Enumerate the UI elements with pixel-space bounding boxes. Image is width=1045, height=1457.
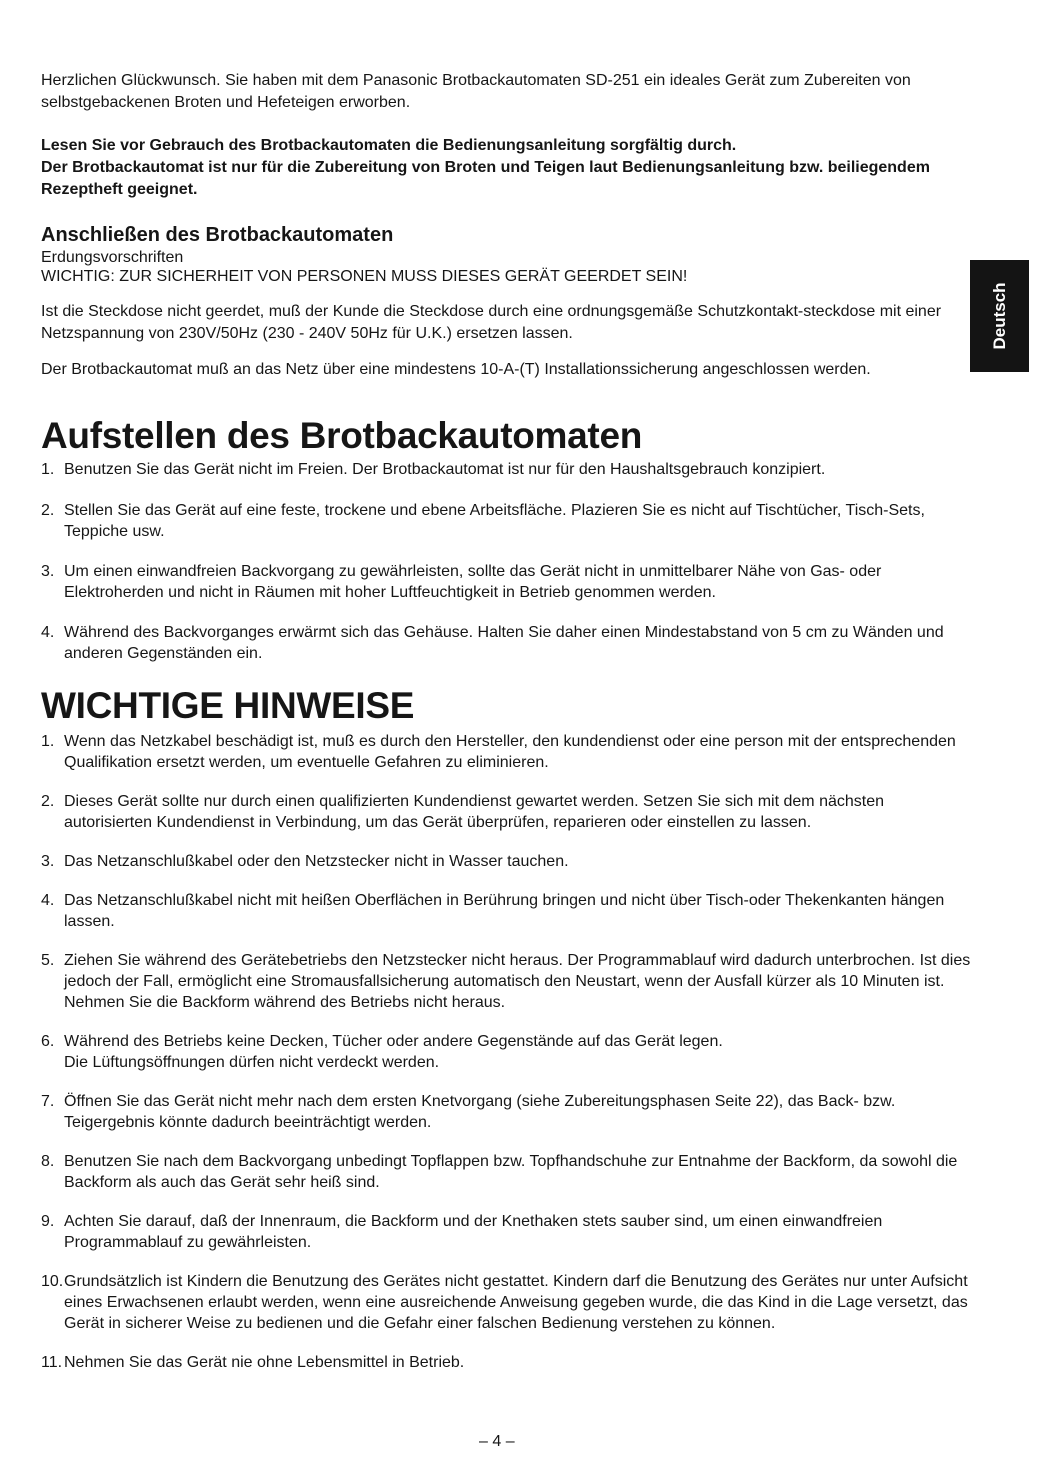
item-text: Während des Betriebs keine Decken, Tücher oder andere Gegenstände auf das Gerät legen.	[64, 1033, 723, 1050]
list-item	[41, 1211, 976, 1253]
language-tab-label: Deutsch	[989, 282, 1009, 350]
item-number: 7.	[41, 1093, 55, 1110]
item-text: Benutzen Sie nach dem Backvorgang unbedingt Topflappen bzw. Topfhandschuhe zur Entnahme der Backform, da sowohl die Backform als auch das Gerät sehr heiß sind.	[64, 1153, 958, 1191]
list-item	[41, 1091, 976, 1133]
item-number: 5.	[41, 952, 55, 969]
item-text: Achten Sie darauf, daß der Innenraum, die Backform und der Knethaken stets sauber sind, um einen einwandfreien Programmablauf zu gewährleisten.	[64, 1213, 883, 1251]
item-number: 2.	[41, 793, 55, 810]
list-item	[41, 1352, 976, 1373]
list-item	[41, 561, 976, 603]
usage-notice	[41, 135, 961, 201]
list-item	[41, 731, 976, 773]
item-extra-text: Nehmen Sie die Backform während des Betriebs nicht heraus.	[64, 994, 506, 1011]
fuse-paragraph: Der Brotbackautomat muß an das Netz über eine mindestens 10-A-(T) Installationssicherung angeschlossen werden.	[41, 361, 871, 378]
list-item	[41, 1271, 976, 1334]
item-text: Das Netzanschlußkabel nicht mit heißen Oberflächen in Berührung bringen und nicht über Tisch-oder Thekenkanten hängen lassen.	[64, 892, 945, 930]
list-item	[41, 890, 976, 932]
list-item	[41, 950, 976, 1013]
item-text: Grundsätzlich ist Kindern die Benutzung des Gerätes nicht gestattet. Kindern darf die Benutzung des Gerätes nur unter Aufsicht eines Erwachsenen erlaubt werden, wenn eine ausreichende Anweisung gegeben wurde, die das Kind in die Lage versetzt, das Gerät in sicherer Weise zu bedienen und die Gefahr einer falschen Bedienung verstehen zu können.	[64, 1273, 968, 1332]
item-text: Ziehen Sie während des Gerätebetriebs den Netzstecker nicht heraus. Der Programmablauf wird dadurch unterbrochen. Ist dies jedoch der Fall, ermöglicht eine Stromausfallsicherung automatisch den Neustart, wenn der Ausfall kürzer als 10 Minuten ist.	[64, 952, 971, 990]
item-text: Um einen einwandfreien Backvorgang zu gewährleisten, sollte das Gerät nicht in unmittelbarer Nähe von Gas- oder Elektroherden und nicht in Räumen mit hoher Luftfeuchtigkeit in Betrieb genommen werden.	[64, 563, 882, 601]
item-text: Stellen Sie das Gerät auf eine feste, trockene und ebene Arbeitsfläche. Plazieren Sie es nicht auf Tischtücher, Tisch-Sets, Teppiche usw.	[64, 502, 925, 540]
notice-line-1: Lesen Sie vor Gebrauch des Brotbackautomaten die Bedienungsanleitung sorgfältig durch.	[41, 137, 737, 154]
setup-list	[41, 459, 976, 664]
list-item	[41, 459, 976, 480]
item-number: 6.	[41, 1033, 55, 1050]
important-heading: WICHTIGE HINWEISE	[41, 685, 415, 726]
list-item	[41, 851, 976, 872]
item-number: 9.	[41, 1213, 55, 1230]
page-number: – 4 –	[479, 1433, 515, 1450]
list-item	[41, 1031, 976, 1073]
grounding-subheading: Erdungsvorschriften	[41, 249, 184, 266]
item-text: Dieses Gerät sollte nur durch einen qualifizierten Kundendienst gewartet werden. Setzen Sie sich mit dem nächsten autorisierten Kundendienst in Verbindung, um das Gerät überprüfen, reparieren oder einstellen zu lassen.	[64, 793, 885, 831]
item-text: Wenn das Netzkabel beschädigt ist, muß es durch den Hersteller, den kundendienst oder eine person mit der entsprechenden Qualifikation ersetzt werden, um eventuelle Gefahren zu eliminieren.	[64, 733, 956, 771]
item-number: 3.	[41, 563, 55, 580]
grounding-rules	[41, 248, 941, 286]
list-item	[41, 500, 976, 542]
item-number: 4.	[41, 892, 55, 909]
important-list	[41, 731, 976, 1373]
item-text: Nehmen Sie das Gerät nie ohne Lebensmittel in Betrieb.	[64, 1354, 465, 1371]
item-number: 11.	[41, 1354, 63, 1371]
item-text: Während des Backvorganges erwärmt sich das Gehäuse. Halten Sie daher einen Mindestabstand von 5 cm zu Wänden und anderen Gegenständen ein.	[64, 624, 944, 662]
item-number: 1.	[41, 733, 55, 750]
intro-paragraph: Herzlichen Glückwunsch. Sie haben mit dem Panasonic Brotbackautomaten SD-251 ein ideales Gerät zum Zubereiten von selbstgebackenen Broten und Hefeteigen erworben.	[41, 72, 911, 111]
connect-heading: Anschließen des Brotbackautomaten	[41, 224, 394, 246]
item-text: Das Netzanschlußkabel oder den Netzstecker nicht in Wasser tauchen.	[64, 853, 569, 870]
item-number: 3.	[41, 853, 55, 870]
item-number: 2.	[41, 502, 55, 519]
setup-heading: Aufstellen des Brotbackautomaten	[41, 415, 643, 456]
item-text: Benutzen Sie das Gerät nicht im Freien. Der Brotbackautomat ist nur für den Haushaltsgebrauch konzipiert.	[64, 461, 826, 478]
list-item	[41, 791, 976, 833]
notice-line-2: Der Brotbackautomat ist nur für die Zubereitung von Broten und Teigen laut Bedienungsanleitung bzw. beiliegendem Rezeptheft geeignet.	[41, 159, 930, 198]
item-number: 4.	[41, 624, 55, 641]
item-number: 1.	[41, 461, 55, 478]
item-text: Öffnen Sie das Gerät nicht mehr nach dem ersten Knetvorgang (siehe Zubereitungsphasen Seite 22), das Back- bzw. Teigergebnis könnte dadurch beeinträchtigt werden.	[64, 1093, 896, 1131]
item-extra-text: Die Lüftungsöffnungen dürfen nicht verdeckt werden.	[64, 1054, 440, 1071]
item-number: 10.	[41, 1273, 64, 1290]
socket-paragraph: Ist die Steckdose nicht geerdet, muß der Kunde die Steckdose durch eine ordnungsgemäße Schutzkontakt-steckdose mit einer Netzspannung von 230V/50Hz (230 - 240V 50Hz für U.K.) ersetzen lassen.	[41, 303, 942, 342]
item-number: 8.	[41, 1153, 55, 1170]
list-item	[41, 622, 976, 664]
list-item	[41, 1151, 976, 1193]
language-tab	[970, 260, 1029, 372]
grounding-warning: WICHTIG: ZUR SICHERHEIT VON PERSONEN MUSS DIESES GERÄT GEERDET SEIN!	[41, 268, 688, 285]
